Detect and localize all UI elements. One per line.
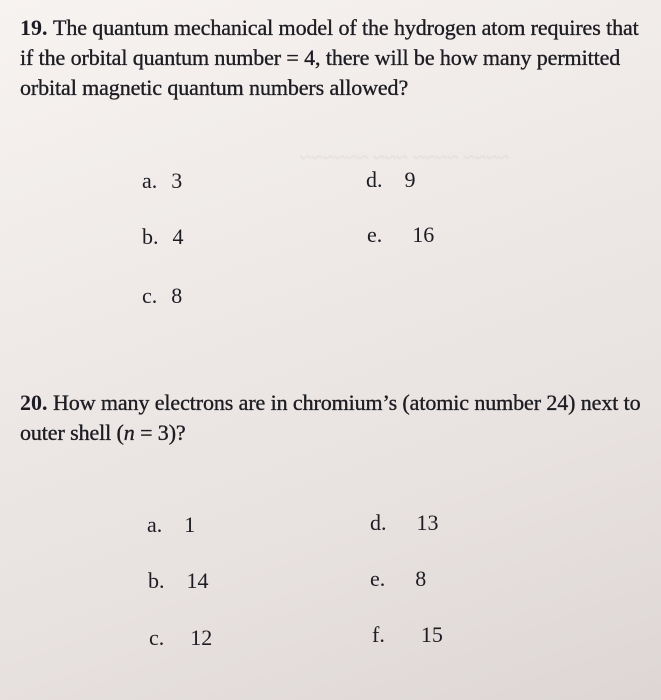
- choice-value: 8: [171, 283, 183, 308]
- question-20-choice-f[interactable]: [372, 622, 443, 648]
- choice-letter: c.: [142, 283, 158, 308]
- question-20-choice-d[interactable]: [370, 510, 439, 536]
- choice-letter: d.: [370, 510, 387, 535]
- choice-letter: e.: [367, 222, 383, 247]
- choice-value: 12: [190, 625, 213, 650]
- choice-value: 13: [416, 510, 439, 535]
- choice-letter: a.: [147, 512, 163, 537]
- choice-value: 16: [412, 222, 435, 247]
- choice-letter: d.: [366, 167, 383, 192]
- question-19-text: The quantum mechanical model of the hydrogen atom requires that if the orbital quantum number = 4, there will be how many permitted orbital magnetic quantum numbers allowed?: [20, 15, 639, 100]
- question-20-choice-e[interactable]: [370, 566, 426, 592]
- question-19-choice-d[interactable]: [366, 167, 416, 193]
- choice-letter: c.: [149, 625, 165, 650]
- question-19-choice-a[interactable]: [142, 168, 182, 194]
- choice-value: 3: [171, 168, 183, 193]
- choice-letter: f.: [372, 622, 385, 647]
- question-20-text-after: = 3)?: [134, 420, 186, 445]
- choice-letter: a.: [142, 168, 158, 193]
- bleed-through-text: ​~~~~ ~~~~ ~~~ ~~~~~~: [300, 145, 509, 169]
- choice-value: 14: [186, 568, 209, 593]
- question-20-text: [20, 390, 641, 445]
- choice-letter: b.: [142, 224, 159, 249]
- question-19-choice-b[interactable]: [142, 224, 184, 250]
- question-20-choice-c[interactable]: [149, 625, 212, 651]
- choice-letter: e.: [370, 566, 386, 591]
- choice-letter: b.: [148, 568, 165, 593]
- choice-value: 4: [172, 224, 184, 249]
- question-19-choice-e[interactable]: [367, 222, 434, 248]
- question-20-variable: n: [123, 420, 135, 445]
- question-20-text-before: How many electrons are in chromium’s (atomic number 24) next to outer shell (: [20, 390, 641, 445]
- choice-value: 9: [404, 167, 416, 192]
- choice-value: 1: [184, 512, 196, 537]
- question-19: [20, 13, 645, 103]
- question-20-choice-a[interactable]: [147, 512, 195, 538]
- choice-value: 8: [415, 566, 427, 591]
- question-20: [20, 388, 645, 448]
- question-19-number: 19.: [20, 15, 48, 40]
- question-20-number: 20.: [20, 390, 48, 415]
- question-19-choice-c[interactable]: [142, 283, 182, 309]
- question-20-choice-b[interactable]: [148, 568, 209, 594]
- choice-value: 15: [420, 622, 443, 647]
